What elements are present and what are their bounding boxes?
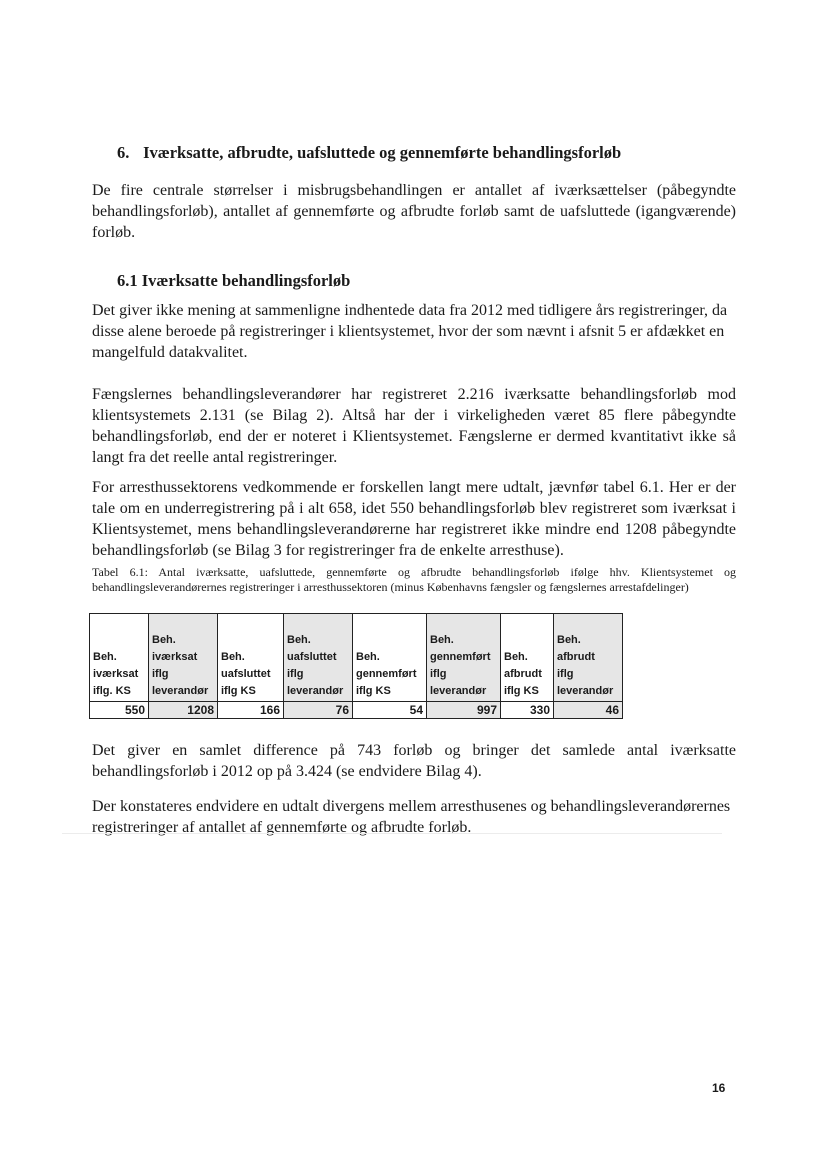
header-cell — [501, 614, 554, 702]
header-line: Beh. — [430, 634, 454, 646]
value-cell: 330 — [501, 702, 554, 719]
header-line: leverandør — [557, 685, 614, 697]
header-line: gennemført — [430, 651, 491, 663]
header-line: iflg. KS — [93, 685, 131, 697]
header-line: Beh. — [152, 634, 176, 646]
value-cell: 76 — [284, 702, 353, 719]
header-cell — [218, 614, 284, 702]
faint-divider — [62, 833, 722, 834]
header-line: iflg KS — [356, 685, 391, 697]
header-line: afbrudt — [504, 668, 542, 680]
header-cell — [554, 614, 623, 702]
value-cell: 1208 — [149, 702, 218, 719]
table-caption: Tabel 6.1: Antal iværksatte, uafsluttede, gennemførte og afbrudte behandlingsforløb ifølge hhv. Klientsystemet og behandlingsleverandørernes registreringer i arresthussektoren (minus Københavns fængsler og fængslernes arrestafdelinger) — [92, 565, 736, 594]
table-header-row — [90, 614, 623, 702]
header-line: Beh. — [221, 651, 245, 663]
header-line: Beh. — [557, 634, 581, 646]
header-line: Beh. — [93, 651, 117, 663]
value-cell: 550 — [90, 702, 149, 719]
section-6-1-heading: 6.1 Iværksatte behandlingsforløb — [117, 271, 351, 290]
header-line: Beh. — [504, 651, 528, 663]
paragraph-difference: Det giver en samlet difference på 743 forløb og bringer det samlede antal iværksatte behandlingsforløb i 2012 op på 3.424 (se endvidere Bilag 4). — [92, 742, 736, 780]
paragraph-comparison: Det giver ikke mening at sammenligne indhentede data fra 2012 med tidligere års registreringer, da disse alene beroede på registreringer i klientsystemet, hvor der som nævnt i afsnit 5 er afdækket en mangelfuld datakvalitet. — [92, 302, 728, 361]
paragraph-divergence: Der konstateres endvidere en udtalt divergens mellem arresthusenes og behandlingsleverandørernes registreringer af antallet af gennemførte og afbrudte forløb. — [92, 798, 731, 836]
paragraph-arresthouses: For arresthussektorens vedkommende er forskellen langt mere udtalt, jævnfør tabel 6.1. Her er der tale om en underregistrering på i alt 658, idet 550 behandlingsforløb blev registreret som iværksat i Klientsystemet, mens behandlingsleverandørerne har registreret ikke mindre end 1208 påbegyndte behandlingsforløb (se Bilag 3 for registreringer fra de enkelte arresthuse). — [92, 479, 736, 559]
header-line: iflg KS — [221, 685, 256, 697]
header-line: iflg — [430, 668, 447, 680]
value-cell: 166 — [218, 702, 284, 719]
header-line: gennemført — [356, 668, 417, 680]
header-line: iværksat — [152, 651, 198, 663]
paragraph-prisons: Fængslernes behandlingsleverandører har registreret 2.216 iværksatte behandlingsforløb mod klientsystemets 2.131 (se Bilag 2). Altså har der i virkeligheden været 85 flere påbegyndte behandlingsforløb, end der er noteret i Klientsystemet. Fængslerne er dermed kvantitativt ikke så langt fra det reelle antal registreringer. — [92, 386, 736, 466]
table-row — [90, 702, 623, 719]
page-number: 16 — [712, 1081, 726, 1095]
header-cell — [427, 614, 501, 702]
value-cell: 54 — [353, 702, 427, 719]
section-title: Iværksatte, afbrudte, uafsluttede og gennemførte behandlingsforløb — [143, 143, 622, 162]
header-cell — [284, 614, 353, 702]
header-line: afbrudt — [557, 651, 595, 663]
header-line: iværksat — [93, 668, 139, 680]
header-line: leverandør — [152, 685, 209, 697]
header-line: Beh. — [287, 634, 311, 646]
section-6-heading — [117, 143, 621, 163]
header-line: iflg KS — [504, 685, 539, 697]
header-line: leverandør — [430, 685, 487, 697]
header-cell — [149, 614, 218, 702]
header-line: uafsluttet — [221, 668, 271, 680]
value-cell: 997 — [427, 702, 501, 719]
value-cell: 46 — [554, 702, 623, 719]
header-line: uafsluttet — [287, 651, 337, 663]
header-line: Beh. — [356, 651, 380, 663]
header-cell — [90, 614, 149, 702]
header-line: iflg — [287, 668, 304, 680]
data-table — [89, 613, 623, 719]
header-line: iflg — [152, 668, 169, 680]
section-6-intro: De fire centrale størrelser i misbrugsbehandlingen er antallet af iværksættelser (påbegyndte behandlingsforløb), antallet af gennemførte og afbrudte forløb samt de uafsluttede (igangværende) forløb. — [92, 182, 736, 241]
header-line: leverandør — [287, 685, 344, 697]
header-cell — [353, 614, 427, 702]
section-number: 6. — [117, 143, 130, 162]
header-line: iflg — [557, 668, 574, 680]
